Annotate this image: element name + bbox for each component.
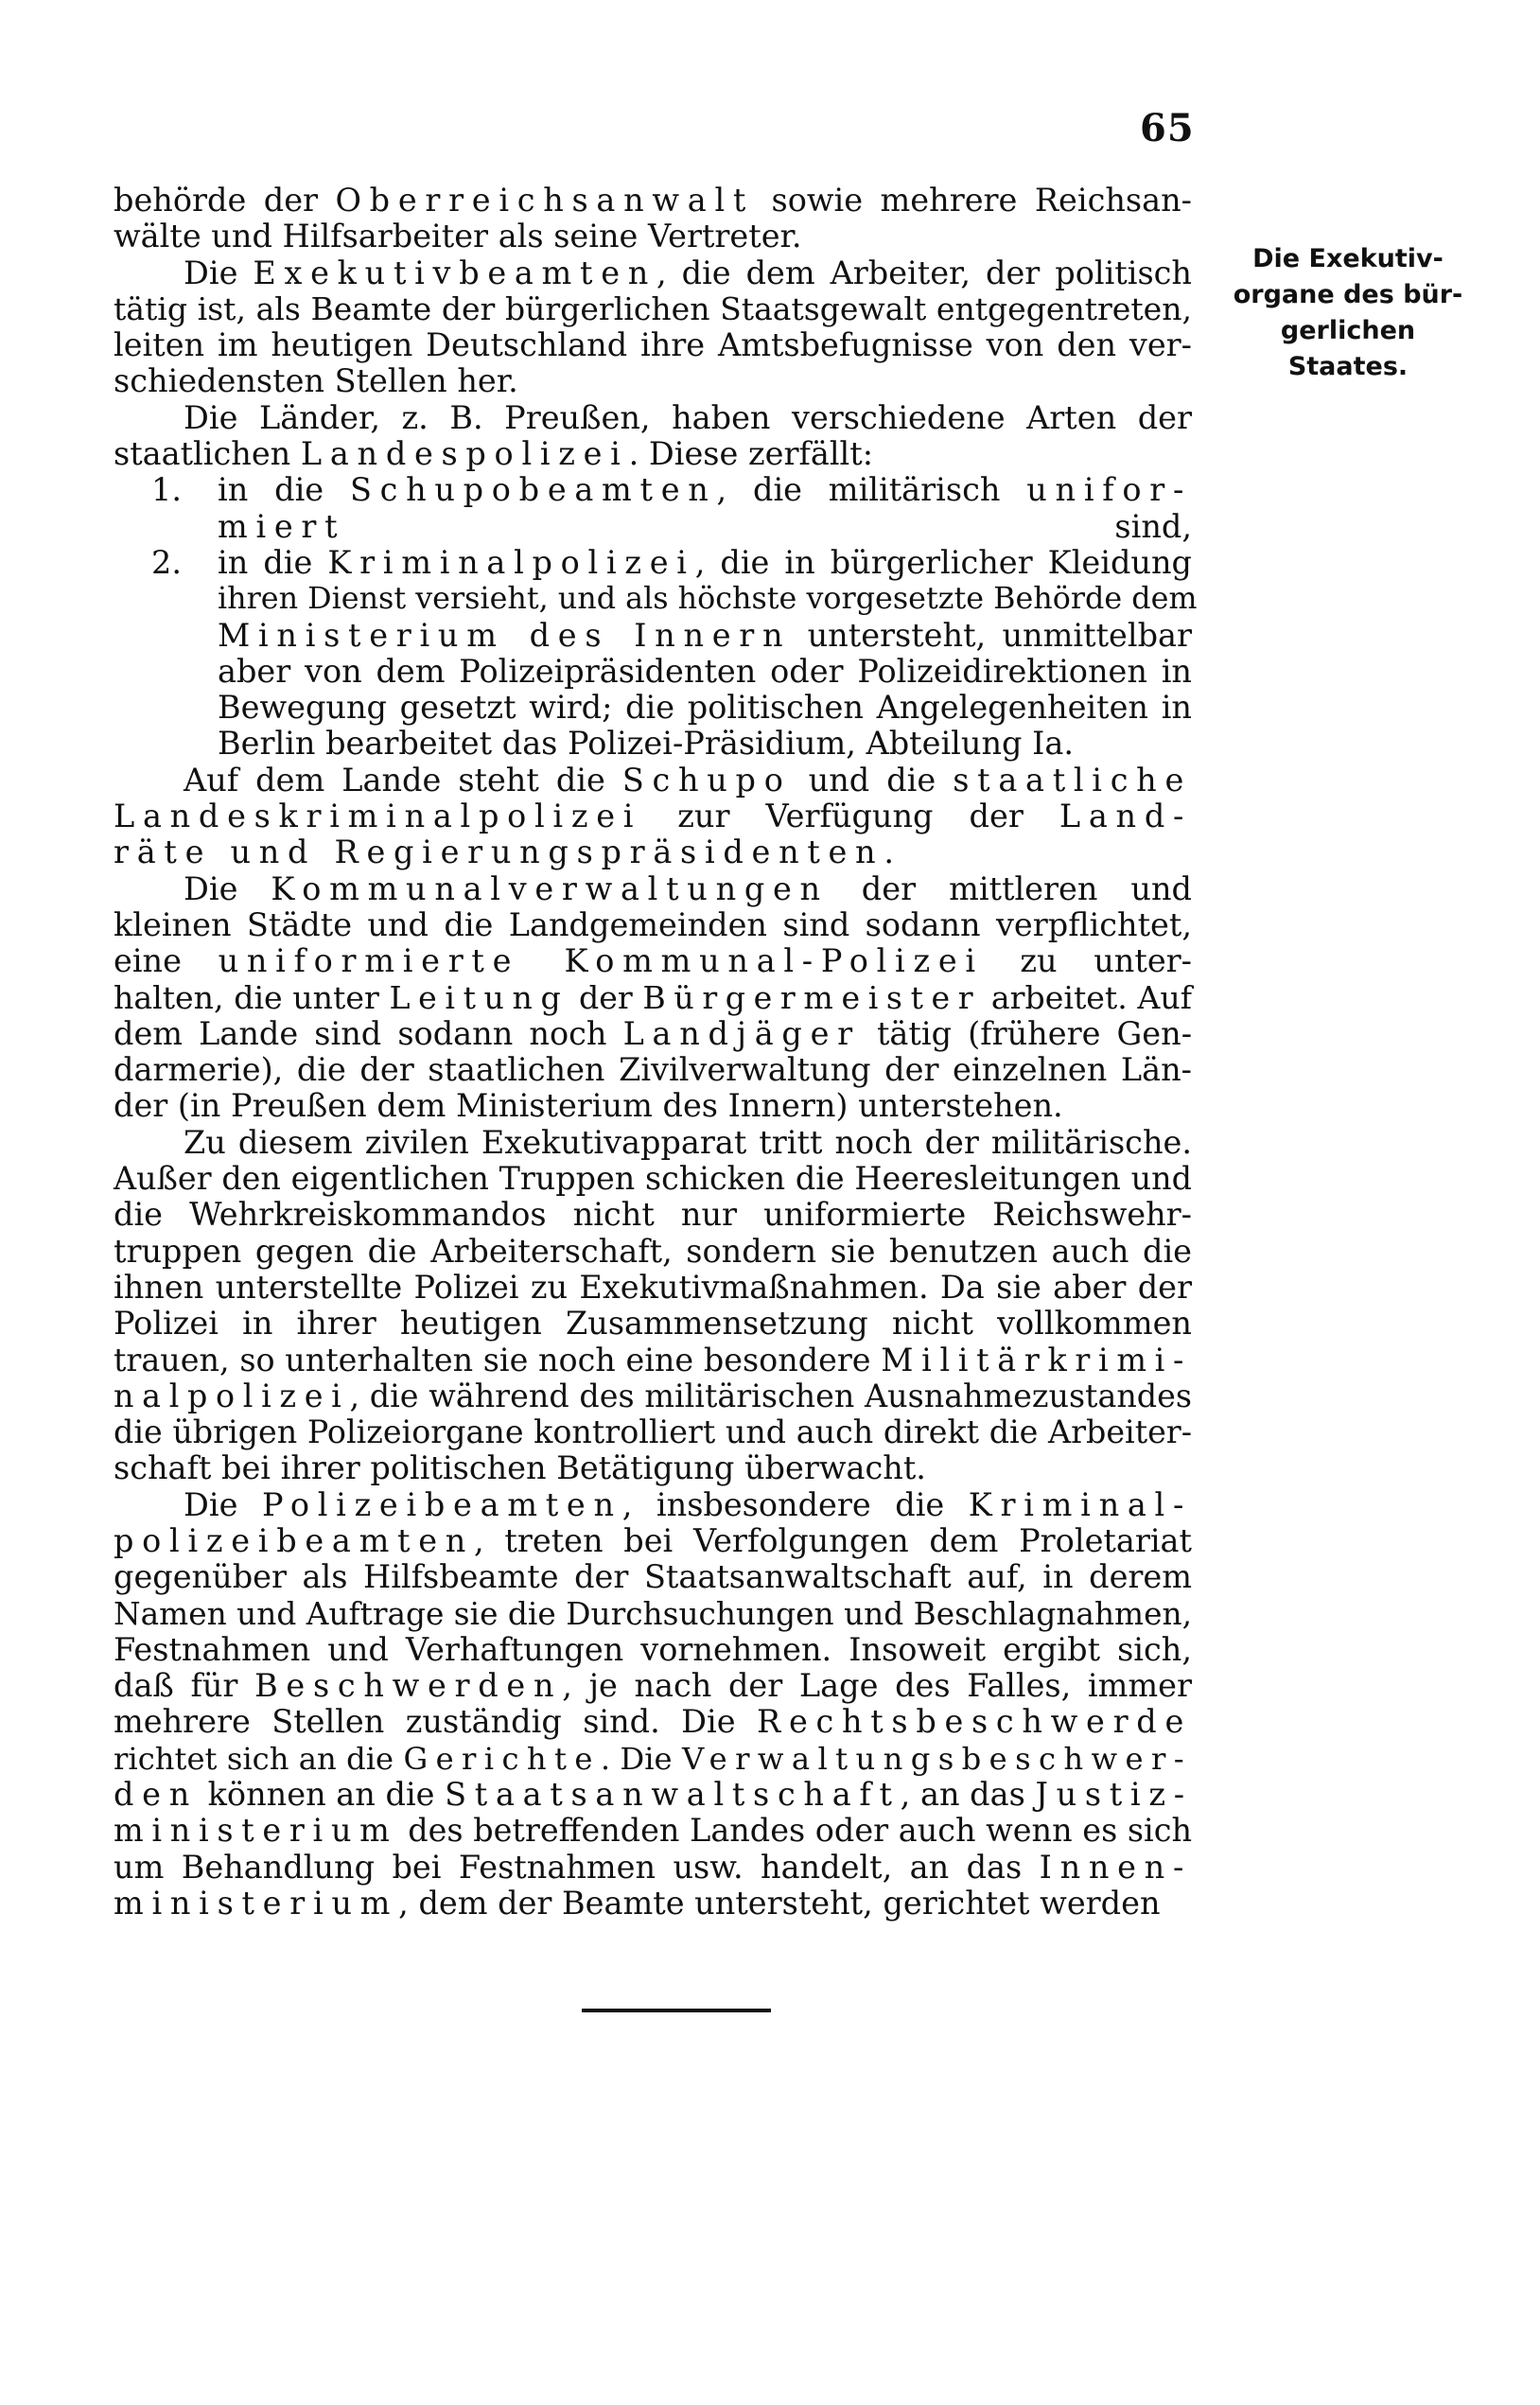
text-line	[114, 1052, 1192, 1088]
text-line	[114, 219, 1192, 255]
margin-note-line: Die Exekutiv-	[1252, 244, 1444, 273]
text-run: sowie mehrere Reichsan-	[754, 182, 1192, 219]
text-line	[114, 1850, 1192, 1886]
text-run: richtet sich an die	[114, 1740, 404, 1777]
spaced-term: Militärkrimi-	[881, 1341, 1192, 1378]
text-run: trauen, so unterhalten sie noch eine besondere	[114, 1341, 882, 1378]
text-run: , insbesondere die	[621, 1485, 969, 1523]
text-run: ihren Dienst versieht, und als höchste vorgesetzte Behörde dem	[218, 582, 1198, 617]
spaced-term: Kriminal-	[968, 1485, 1193, 1523]
spaced-term: Gerichte	[403, 1740, 601, 1777]
text-line	[114, 1886, 1192, 1922]
body-text	[114, 182, 1198, 1922]
spaced-term: räte und Regierungspräsidenten	[114, 834, 884, 871]
text-run: daß für	[114, 1667, 255, 1705]
text-run: halten, die unter	[114, 978, 390, 1016]
text-run: Festnahmen und Verhaftungen vornehmen. Insoweit ergibt sich,	[114, 1630, 1192, 1668]
text-line	[114, 1270, 1192, 1306]
spaced-term: Schupobeamten	[349, 471, 717, 509]
list-number: 1.	[151, 471, 182, 509]
spaced-term: ministerium	[114, 1884, 399, 1922]
text-run: untersteht, unmittelbar	[791, 616, 1192, 654]
end-rule	[582, 2009, 771, 2012]
text-run: dem Lande sind sodann noch	[114, 1014, 623, 1052]
spaced-term: Exekutivbeamten	[253, 254, 657, 291]
text-run: behörde der	[114, 182, 336, 219]
text-line	[114, 327, 1192, 363]
spaced-term: Landeskriminalpolizei	[114, 798, 642, 835]
text-line	[114, 1343, 1192, 1378]
text-run: truppen gegen die Arbeiterschaft, sondern sie benutzen auch die	[114, 1232, 1192, 1270]
text-run: zu unter-	[983, 942, 1193, 980]
text-line	[114, 1813, 1192, 1849]
spaced-term: Landjäger	[622, 1014, 861, 1052]
text-line	[114, 1450, 1192, 1486]
text-line	[114, 726, 1192, 762]
text-run: Zu diesem zivilen Exekutivapparat tritt noch der militärische.	[184, 1123, 1192, 1161]
text-line	[114, 1559, 1192, 1595]
text-line	[114, 907, 1192, 943]
spaced-term: Justiz-	[1035, 1776, 1193, 1814]
spaced-term: Polizeibeamten	[261, 1485, 622, 1523]
text-line	[114, 509, 1192, 545]
text-run: die Wehrkreiskommandos nicht nur uniformierte Reichswehr-	[114, 1196, 1192, 1234]
text-run: aber von dem Polizeipräsidenten oder Polizeidirektionen in	[218, 652, 1192, 690]
text-run: , dem der Beamte untersteht, gerichtet werden	[398, 1884, 1161, 1922]
text-run: zur Verfügung der	[641, 798, 1059, 835]
text-run: Die Länder, z. B. Preußen, haben verschiedene Arten der	[184, 398, 1192, 436]
text-line	[114, 980, 1192, 1016]
text-run: . Die	[600, 1740, 682, 1777]
text-run: die übrigen Polizeiorgane kontrolliert und auch direkt die Arbeiter-	[114, 1413, 1192, 1451]
spaced-term: uniformierte Kommunal-Polizei	[218, 942, 984, 980]
text-run: können an die	[197, 1776, 446, 1814]
text-line	[114, 834, 1192, 870]
text-run: schiedensten Stellen her.	[114, 362, 518, 400]
text-line	[114, 1088, 1192, 1124]
text-line	[114, 400, 1192, 436]
text-run: ihnen unterstellte Polizei zu Exekutivmaßnahmen. Da sie aber der	[114, 1268, 1192, 1306]
spaced-term: ministerium	[114, 1812, 398, 1850]
text-run: mehrere Stellen zuständig sind. Die	[114, 1703, 758, 1741]
text-run: Die	[184, 869, 271, 907]
text-run: kleinen Städte und die Landgemeinden sind sodann verpflichtet,	[114, 905, 1192, 943]
spaced-term: miert	[218, 507, 346, 545]
text-line	[114, 1125, 1192, 1161]
text-run: und die	[791, 761, 954, 799]
text-run: gegenüber als Hilfsbeamte der Staatsanwaltschaft auf, in derem	[114, 1558, 1192, 1596]
text-line	[114, 1016, 1192, 1052]
spaced-term: Rechtsbeschwerde	[757, 1703, 1192, 1741]
text-line	[114, 1487, 1192, 1523]
margin-note-line: organe des bür-	[1233, 280, 1463, 309]
text-run: arbeitet. Auf	[981, 978, 1192, 1016]
text-line	[114, 1668, 1192, 1704]
text-run: Namen und Auftrage sie die Durchsuchungen und Beschlagnahmen,	[114, 1595, 1192, 1632]
spaced-term: Kriminalpolizei	[327, 543, 695, 581]
list-number: 2.	[151, 543, 182, 581]
text-line	[114, 1197, 1192, 1233]
text-line	[114, 1741, 1192, 1777]
spaced-term: Land-	[1059, 798, 1192, 835]
spaced-term: Oberreichsanwalt	[335, 182, 755, 219]
spaced-term: Innen-	[1039, 1848, 1192, 1886]
text-run: Bewegung gesetzt wird; die politischen Angelegenheiten in	[218, 689, 1192, 727]
text-run: , je nach der Lage des Falles, immer	[562, 1667, 1192, 1705]
text-run: leiten im heutigen Deutschland ihre Amtsbefugnisse von den ver-	[114, 326, 1192, 364]
text-run: Auf dem Lande steht die	[184, 761, 622, 799]
text-run: . Diese zerfällt:	[628, 435, 874, 473]
spaced-term: den	[114, 1776, 198, 1814]
text-run: wälte und Hilfsarbeiter als seine Vertreter.	[114, 218, 802, 255]
spaced-term: Schupo	[621, 761, 792, 799]
spaced-term: Landespolizei	[300, 435, 629, 473]
text-run: sind,	[345, 507, 1192, 545]
text-run: , an das	[900, 1776, 1036, 1814]
text-run: Berlin bearbeitet das Polizei-Präsidium, Abteilung Ia.	[218, 725, 1074, 763]
text-run: , treten bei Verfolgungen dem Proletariat	[474, 1521, 1192, 1559]
text-line	[114, 581, 1198, 617]
text-line	[114, 1596, 1192, 1632]
text-line	[114, 1777, 1192, 1813]
text-line	[114, 255, 1192, 291]
text-run: schaft bei ihrer politischen Betätigung überwacht.	[114, 1449, 926, 1487]
margin-note-line: Staates.	[1287, 352, 1409, 381]
spaced-term: nalpolizei	[114, 1377, 350, 1414]
text-run: der mittleren und	[828, 869, 1192, 907]
text-run: , die militärisch	[716, 471, 1027, 509]
text-line	[114, 799, 1192, 834]
text-line	[114, 1523, 1192, 1559]
text-run: tätig (frühere Gen-	[860, 1014, 1193, 1052]
page-number: 65	[1140, 106, 1195, 150]
text-line	[114, 1414, 1192, 1450]
text-line	[114, 763, 1192, 799]
text-run: in die	[218, 471, 350, 509]
text-line	[114, 1306, 1192, 1342]
margin-note-line: gerlichen	[1280, 316, 1416, 345]
text-run: darmerie), die der staatlichen Zivilverwaltung der einzelnen Län-	[114, 1051, 1192, 1089]
text-line	[114, 291, 1192, 327]
margin-note	[1216, 241, 1480, 385]
text-run: eine	[114, 942, 219, 980]
text-run: Außer den eigentlichen Truppen schicken die Heeresleitungen und	[114, 1160, 1192, 1198]
text-run: in die	[218, 543, 328, 581]
spaced-term: unifor-	[1026, 471, 1192, 509]
text-line	[114, 436, 1192, 472]
text-line	[114, 871, 1192, 907]
text-run: , die in bürgerlicher Kleidung	[694, 543, 1192, 581]
text-run: , die dem Arbeiter, der politisch	[656, 254, 1192, 291]
spaced-term: Kommunalverwaltungen	[271, 869, 829, 907]
spaced-term: Verwaltungsbeschwer-	[681, 1740, 1192, 1777]
text-run: der (in Preußen dem Ministerium des Innern) unterstehen.	[114, 1087, 1063, 1125]
text-run: Polizei in ihrer heutigen Zusammensetzung nicht vollkommen	[114, 1305, 1192, 1343]
text-line	[114, 545, 1192, 581]
text-line	[114, 1704, 1192, 1740]
text-run: staatlichen	[114, 435, 301, 473]
text-line	[114, 1234, 1192, 1270]
text-run: tätig ist, als Beamte der bürgerlichen Staatsgewalt entgegentreten,	[114, 290, 1192, 327]
text-line	[114, 472, 1192, 508]
spaced-term: polizeibeamten	[114, 1521, 475, 1559]
text-line	[114, 183, 1192, 219]
text-line	[114, 690, 1192, 726]
spaced-term: Leitung	[389, 978, 569, 1016]
spaced-term: Bürgermeister	[642, 978, 982, 1016]
text-run: Die	[184, 254, 254, 291]
spaced-term: staatliche	[953, 761, 1193, 799]
text-line	[114, 618, 1192, 654]
text-line	[114, 363, 1192, 399]
text-run: der	[569, 978, 643, 1016]
text-run: .	[884, 834, 895, 871]
text-run: um Behandlung bei Festnahmen usw. handelt, an das	[114, 1848, 1040, 1886]
text-line	[114, 1378, 1192, 1414]
text-line	[114, 1632, 1192, 1668]
spaced-term: Beschwerden	[254, 1667, 563, 1705]
text-run: des betreffenden Landes oder auch wenn es sich	[397, 1812, 1192, 1850]
text-run: Die	[184, 1485, 262, 1523]
spaced-term: Staatsanwaltschaft	[445, 1776, 901, 1814]
text-line	[114, 654, 1192, 690]
spaced-term: Ministerium des Innern	[218, 616, 792, 654]
text-line	[114, 1161, 1192, 1197]
text-run: , die während des militärischen Ausnahmezustandes	[349, 1377, 1192, 1414]
text-line	[114, 943, 1192, 979]
